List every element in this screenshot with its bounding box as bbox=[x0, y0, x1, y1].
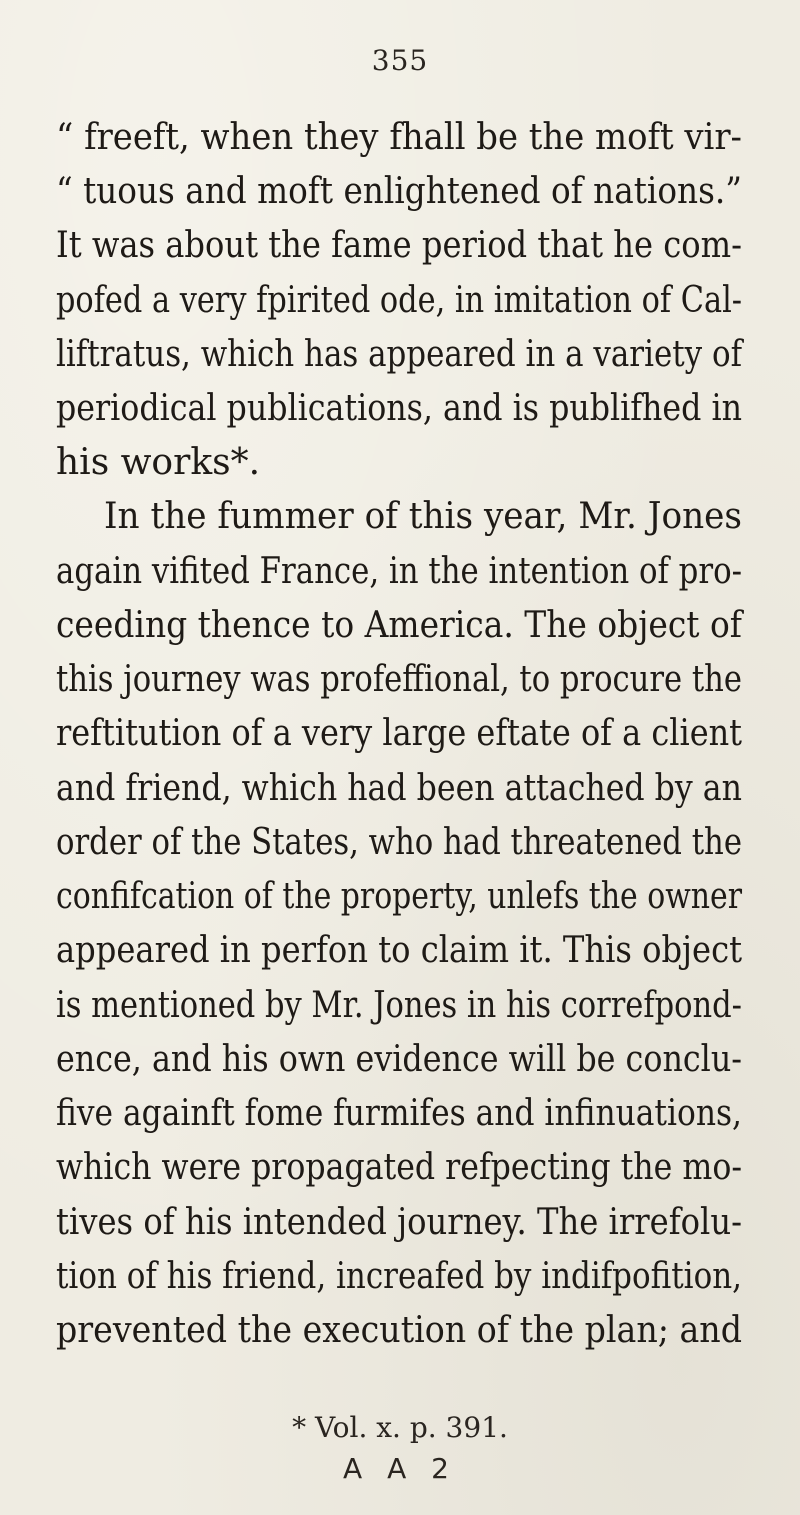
line-text: tives of his intended journey. The irrefolu- bbox=[56, 1202, 743, 1243]
signature-mark: A A 2 bbox=[343, 1452, 457, 1485]
line-text: again vifited France, in the intention of pro- bbox=[56, 551, 743, 592]
line-text: his works*. bbox=[56, 442, 261, 483]
line-text: is mentioned by Mr. Jones in his correfpond- bbox=[56, 985, 742, 1026]
line-text: “ freeft, when they fhall be the moft vir- bbox=[56, 117, 743, 158]
line-text: five againft fome furmifes and infinuations, bbox=[56, 1093, 743, 1134]
line-text: confifcation of the property, unlefs the owner bbox=[56, 876, 743, 917]
line-text: In the fummer of this year, Mr. Jones bbox=[104, 496, 742, 537]
line-text: appeared in perfon to claim it. This object bbox=[56, 930, 743, 971]
line-text: tion of his friend, increafed by indifpofition, bbox=[56, 1256, 742, 1297]
line-text: periodical publications, and is publifhed in bbox=[56, 388, 742, 429]
footnote: * Vol. x. p. 391. bbox=[292, 1411, 508, 1444]
page-number: 355 bbox=[371, 44, 429, 77]
line-text: “ tuous and moft enlightened of nations.” bbox=[56, 171, 742, 212]
line-text: reftitution of a very large eftate of a client bbox=[56, 713, 743, 754]
line-text: ence, and his own evidence will be conclu- bbox=[56, 1039, 743, 1080]
line-text: prevented the execution of the plan; and bbox=[56, 1310, 742, 1351]
line-text: which were propagated refpecting the mo- bbox=[56, 1147, 743, 1188]
line-text: pofed a very fpirited ode, in imitation of Cal- bbox=[56, 280, 743, 321]
line-text: order of the States, who had threatened the bbox=[56, 822, 743, 863]
line-text: this journey was profeffional, to procure the bbox=[56, 659, 742, 700]
line-text: liftratus, which has appeared in a variety of bbox=[56, 334, 743, 375]
line-text: ceeding thence to America. The object of bbox=[56, 605, 742, 646]
line-text: and friend, which had been attached by an bbox=[56, 768, 742, 809]
line-text: It was about the fame period that he com- bbox=[56, 225, 742, 266]
